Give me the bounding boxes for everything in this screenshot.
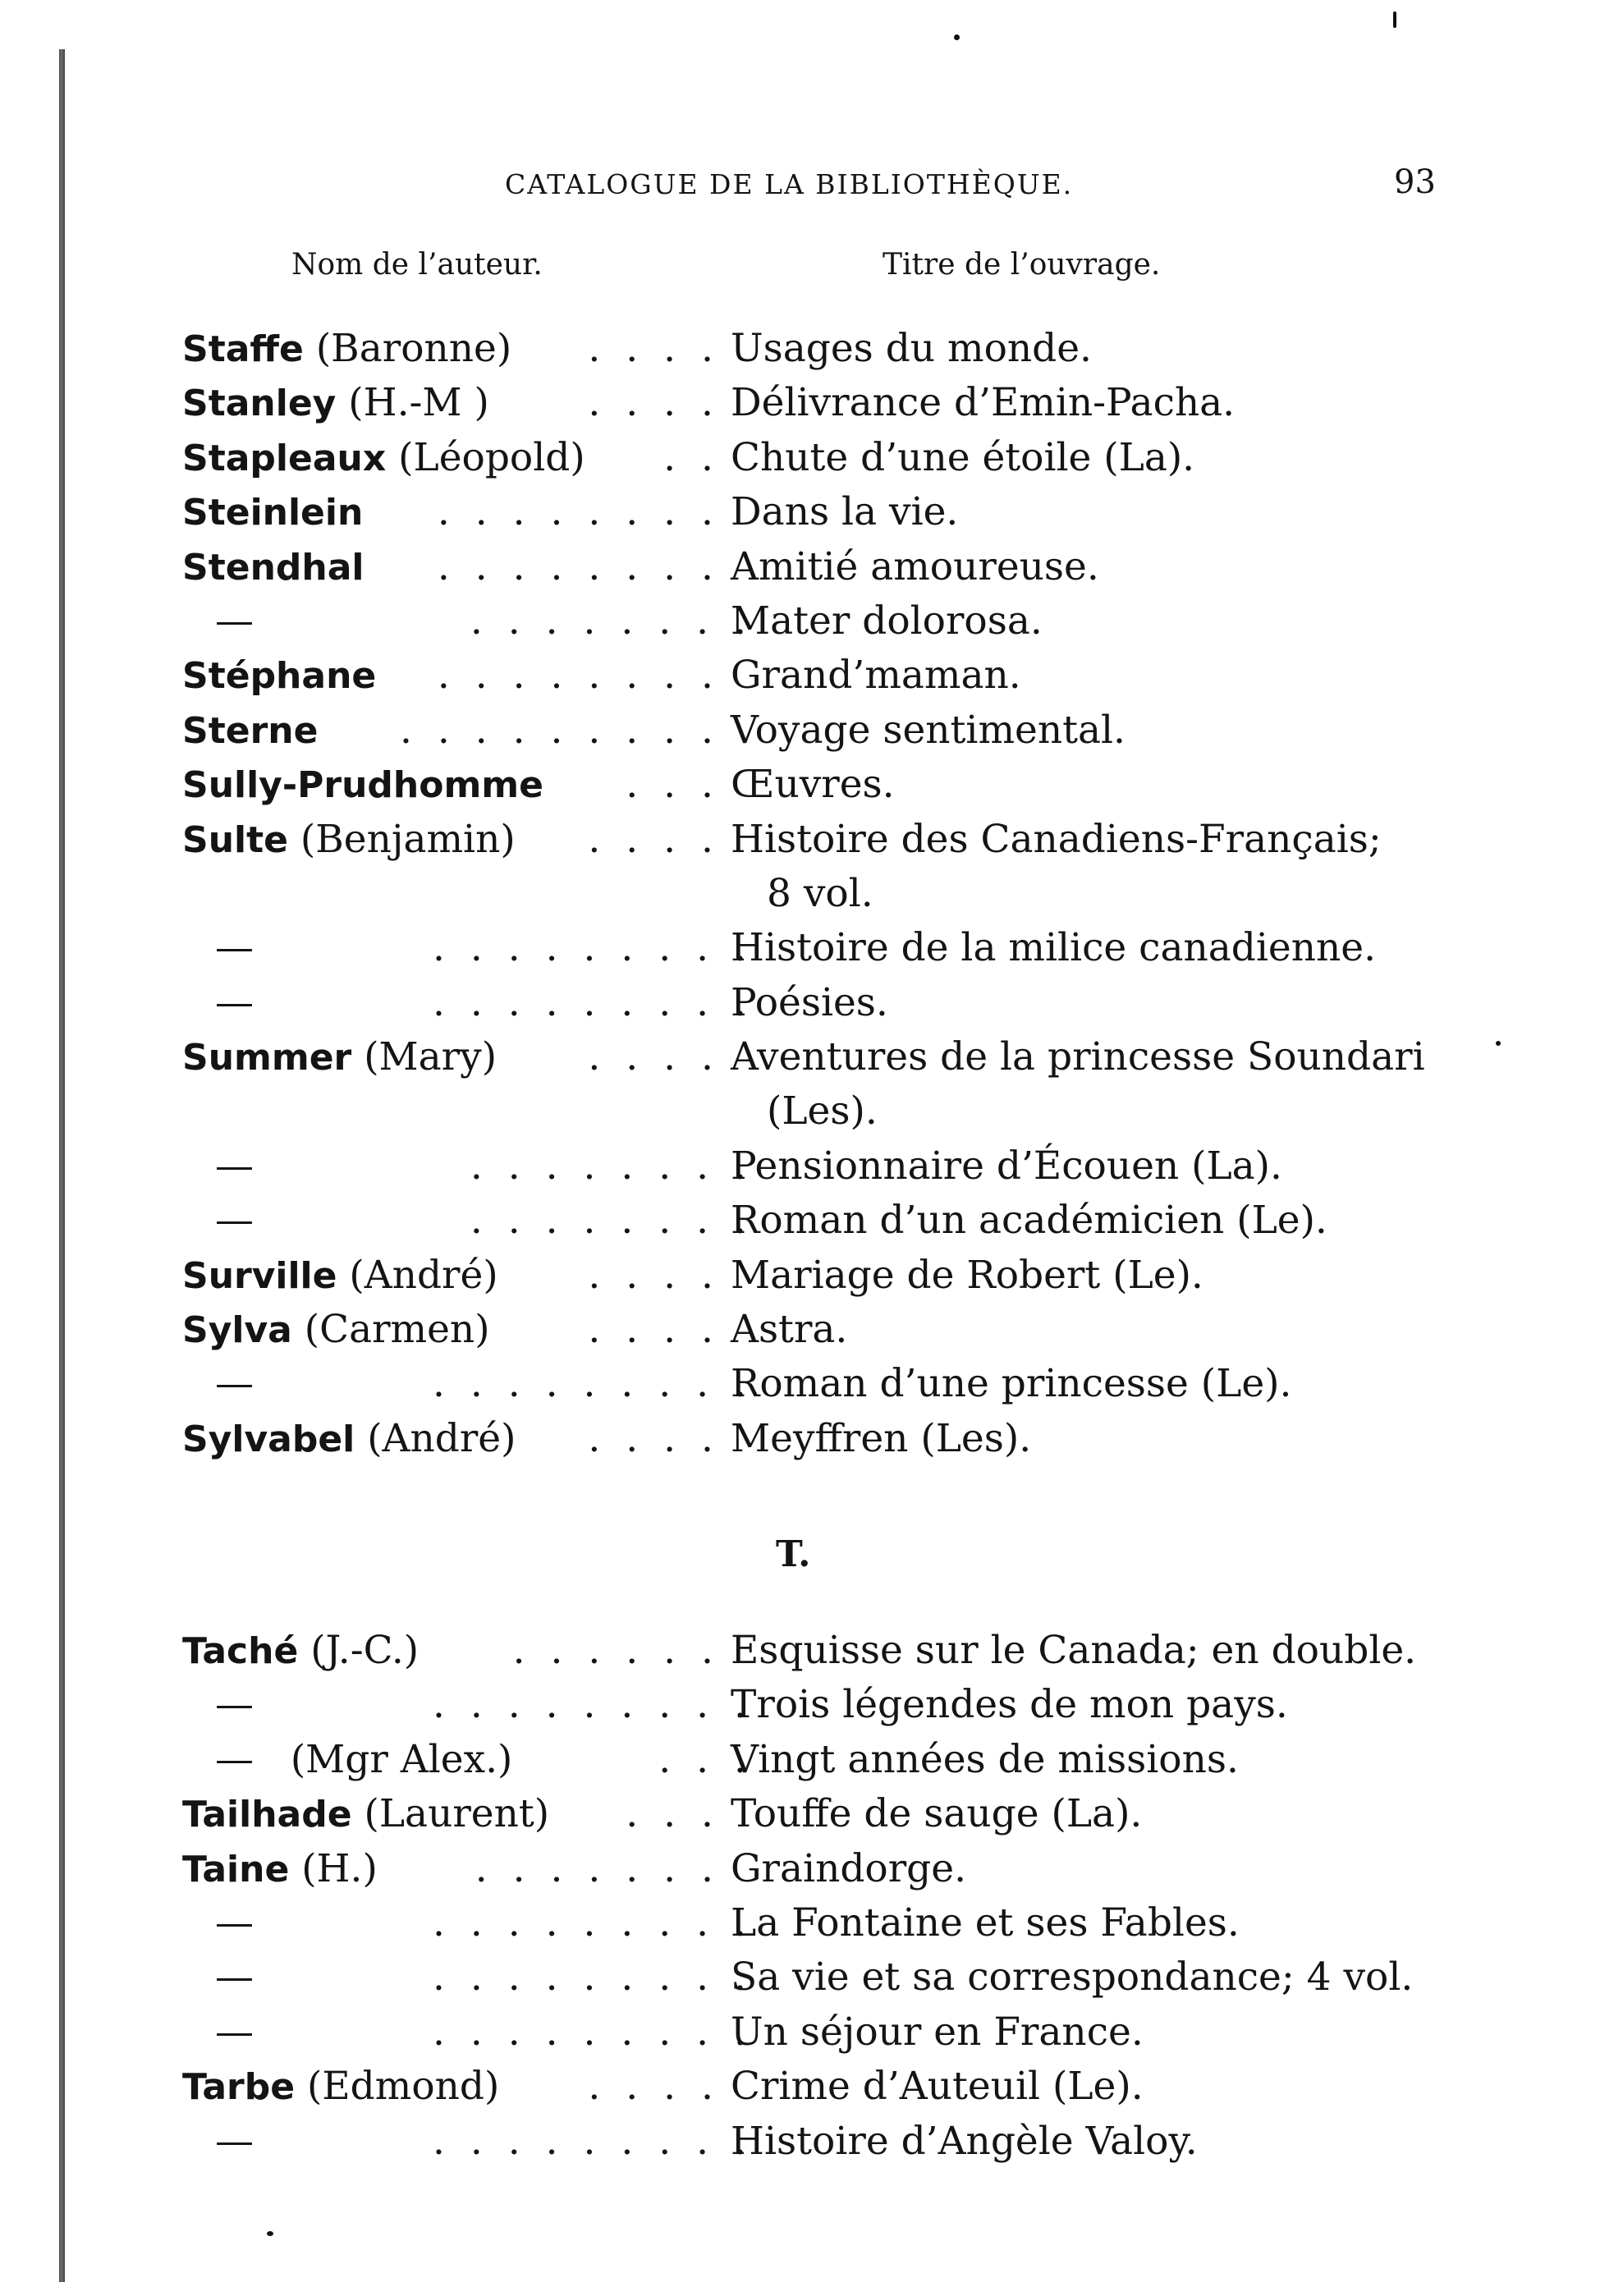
author-cell bbox=[182, 1139, 753, 1194]
leader-dots: . . . . . . . . . bbox=[395, 703, 720, 758]
print-speck bbox=[1496, 1041, 1501, 1046]
author-surname: Stendhal bbox=[182, 546, 364, 589]
author-surname: Stéphane bbox=[182, 655, 377, 698]
print-speck bbox=[267, 2231, 273, 2236]
ditto-dash: — bbox=[215, 1900, 254, 1945]
author-cell bbox=[182, 1194, 753, 1248]
work-title: Trois légendes de mon pays. bbox=[731, 1682, 1288, 1728]
leader-dots: . . . . . . bbox=[508, 1624, 720, 1678]
work-title: Meyffren (Les). bbox=[731, 1415, 1032, 1461]
catalogue-entry bbox=[182, 1412, 1463, 1466]
catalogue-entry bbox=[182, 1842, 1463, 1896]
author-surname: Tailhade bbox=[182, 1794, 352, 1836]
author-cell bbox=[182, 1733, 753, 1787]
catalogue-entry bbox=[182, 1357, 1463, 1411]
leader-dots: . . . . bbox=[583, 1303, 720, 1357]
author-surname: Sylva bbox=[182, 1309, 292, 1352]
title-continuation: 8 vol. bbox=[767, 870, 873, 916]
leader-dots: . . . bbox=[653, 1733, 753, 1787]
work-title: Roman d’une princesse (Le). bbox=[731, 1361, 1292, 1407]
author-surname: Steinlein bbox=[182, 492, 364, 534]
author-given-name: (J.-C.) bbox=[298, 1628, 420, 1673]
leader-dots: . . . . . . . . bbox=[433, 485, 720, 539]
author-cell bbox=[182, 976, 753, 1030]
author-cell bbox=[182, 540, 720, 595]
author-cell bbox=[182, 2115, 753, 2169]
leader-dots: . . . . . . . . bbox=[465, 594, 753, 648]
leader-dots: . . . . . . . . . bbox=[428, 1896, 753, 1950]
catalogue-entry bbox=[182, 1678, 1463, 1732]
leader-dots: . . . . bbox=[583, 322, 720, 376]
leader-dots: . . . . bbox=[583, 2060, 720, 2114]
work-title: Sa vie et sa correspondance; 4 vol. bbox=[731, 1955, 1414, 2000]
work-title: Mater dolorosa. bbox=[731, 598, 1043, 644]
ditto-dash: — bbox=[215, 1143, 254, 1189]
author-cell bbox=[182, 431, 720, 486]
leader-dots: . . . . . . . . . bbox=[428, 2005, 753, 2060]
work-title: Un séjour en France. bbox=[731, 2009, 1144, 2055]
leader-dots: . . . . . . . . bbox=[433, 540, 720, 594]
catalogue-entry bbox=[182, 921, 1463, 975]
author-surname: Taine bbox=[182, 1848, 290, 1890]
catalogue-entry bbox=[182, 376, 1463, 430]
work-title: Mariage de Robert (Le). bbox=[731, 1252, 1203, 1298]
author-surname: Stanley bbox=[182, 383, 337, 425]
leader-dots: . . . . . . . . . bbox=[428, 1950, 753, 2005]
ditto-dash: — bbox=[215, 598, 254, 644]
ditto-dash: — bbox=[215, 2009, 254, 2055]
work-title: Aventures de la princesse Soundari bbox=[731, 1034, 1425, 1080]
author-cell bbox=[182, 1357, 753, 1411]
binding-edge bbox=[59, 49, 65, 2282]
author-surname: Stapleaux bbox=[182, 437, 387, 479]
work-title: Grand’maman. bbox=[731, 653, 1021, 699]
author-cell bbox=[182, 648, 720, 703]
leader-dots: . . . bbox=[621, 1787, 720, 1841]
leader-dots: . . . . . . . . bbox=[433, 648, 720, 703]
leader-dots: . . . bbox=[621, 758, 720, 812]
work-title: Amitié amoureuse. bbox=[731, 543, 1099, 589]
author-cell bbox=[182, 2005, 753, 2060]
author-cell bbox=[182, 1249, 720, 1304]
work-title: Crime d’Auteuil (Le). bbox=[731, 2064, 1144, 2110]
column-headings bbox=[0, 248, 1623, 289]
catalogue-entry bbox=[182, 1733, 1463, 1787]
catalogue-entry bbox=[182, 1194, 1463, 1248]
author-column-heading: Nom de l’auteur. bbox=[291, 248, 543, 282]
work-title: Vingt années de missions. bbox=[731, 1736, 1239, 1782]
leader-dots: . . . . . . . . bbox=[465, 1139, 753, 1194]
author-cell bbox=[182, 376, 720, 431]
work-title: Graindorge. bbox=[731, 1845, 967, 1891]
ditto-dash: — bbox=[215, 1736, 254, 1782]
work-title: Roman d’un académicien (Le). bbox=[731, 1198, 1327, 1244]
work-title: Touffe de sauge (La). bbox=[731, 1791, 1143, 1837]
work-title: Histoire d’Angèle Valoy. bbox=[731, 2118, 1198, 2164]
catalogue-list-s bbox=[182, 322, 1463, 1466]
leader-dots: . . . . . . . . bbox=[465, 1194, 753, 1248]
work-title: Histoire de la milice canadienne. bbox=[731, 925, 1377, 971]
page-header bbox=[0, 163, 1623, 218]
author-surname: Sulte bbox=[182, 818, 288, 861]
catalogue-entry bbox=[182, 2115, 1463, 2169]
catalogue-entry bbox=[182, 1896, 1463, 1950]
author-given-name: (H.-M ) bbox=[336, 380, 489, 426]
author-given-name: (Léopold) bbox=[386, 434, 585, 480]
author-cell bbox=[182, 758, 720, 813]
catalogue-entry bbox=[182, 431, 1463, 485]
leader-dots: . . . . . . . . . bbox=[428, 976, 753, 1030]
author-cell bbox=[182, 594, 753, 648]
catalogue-entry bbox=[182, 2060, 1463, 2114]
author-surname: Sterne bbox=[182, 709, 319, 752]
author-cell bbox=[182, 921, 753, 975]
catalogue-entry bbox=[182, 648, 1463, 703]
work-title: Chute d’une étoile (La). bbox=[731, 434, 1195, 480]
print-speck bbox=[1393, 11, 1396, 28]
catalogue-entry bbox=[182, 1950, 1463, 2005]
leader-dots: . . . . . . . . . bbox=[428, 2115, 753, 2169]
author-surname: Staffe bbox=[182, 328, 304, 370]
catalogue-list-t bbox=[182, 1624, 1463, 2169]
work-title: Pensionnaire d’Écouen (La). bbox=[731, 1143, 1282, 1189]
author-cell bbox=[182, 1678, 753, 1732]
ditto-dash: — bbox=[215, 2118, 254, 2164]
author-given-name: (Mgr Alex.) bbox=[254, 1736, 513, 1782]
work-title: Dans la vie. bbox=[731, 489, 959, 535]
leader-dots: . . . . bbox=[583, 1412, 720, 1466]
catalogue-entry bbox=[182, 322, 1463, 376]
ditto-dash: — bbox=[215, 1955, 254, 2000]
author-cell bbox=[182, 2060, 720, 2115]
catalogue-entry bbox=[182, 1624, 1463, 1678]
author-cell bbox=[182, 813, 720, 868]
catalogue-entry bbox=[182, 540, 1463, 594]
leader-dots: . . . . . . . . . bbox=[428, 1678, 753, 1732]
work-title: Histoire des Canadiens-Français; bbox=[731, 816, 1382, 862]
author-given-name: (Edmond) bbox=[295, 2064, 500, 2110]
catalogue-entry bbox=[182, 1787, 1463, 1841]
leader-dots: . . . . bbox=[583, 1249, 720, 1303]
author-cell bbox=[182, 1842, 720, 1897]
catalogue-entry bbox=[182, 758, 1463, 812]
work-title: Œuvres. bbox=[731, 762, 895, 808]
author-surname: Sully-Prudhomme bbox=[182, 764, 543, 807]
print-speck bbox=[954, 34, 960, 40]
work-title: Voyage sentimental. bbox=[731, 707, 1126, 753]
catalogue-entry bbox=[182, 485, 1463, 539]
author-surname: Sylvabel bbox=[182, 1418, 355, 1460]
catalogue-entry bbox=[182, 813, 1463, 867]
section-letter: T. bbox=[776, 1533, 811, 1575]
author-cell bbox=[182, 1787, 720, 1842]
author-cell bbox=[182, 1303, 720, 1358]
work-title: Délivrance d’Emin-Pacha. bbox=[731, 380, 1236, 426]
author-cell bbox=[182, 1030, 720, 1085]
catalogue-entry bbox=[182, 1084, 1463, 1139]
author-given-name: (Baronne) bbox=[303, 326, 512, 371]
author-cell bbox=[182, 1896, 753, 1950]
ditto-dash: — bbox=[215, 1198, 254, 1244]
author-surname: Surville bbox=[182, 1254, 337, 1297]
author-surname: Summer bbox=[182, 1037, 352, 1079]
author-cell bbox=[182, 703, 720, 758]
ditto-dash: — bbox=[215, 925, 254, 971]
leader-dots: . . . . . . . bbox=[470, 1842, 720, 1896]
running-title: CATALOGUE DE LA BIBLIOTHÈQUE. bbox=[505, 168, 1074, 200]
author-cell bbox=[182, 322, 720, 377]
author-cell bbox=[182, 485, 720, 540]
author-given-name: (André) bbox=[337, 1252, 498, 1298]
catalogue-entry bbox=[182, 1249, 1463, 1303]
catalogue-entry bbox=[182, 867, 1463, 921]
work-title: Usages du monde. bbox=[731, 326, 1092, 371]
catalogue-entry bbox=[182, 1139, 1463, 1194]
work-title: Poésies. bbox=[731, 979, 888, 1025]
catalogue-entry bbox=[182, 976, 1463, 1030]
work-title: Esquisse sur le Canada; en double. bbox=[731, 1628, 1417, 1673]
author-given-name: (André) bbox=[355, 1415, 516, 1461]
author-cell bbox=[182, 1624, 720, 1679]
author-cell bbox=[182, 1950, 753, 2005]
ditto-dash: — bbox=[215, 1682, 254, 1728]
catalogue-entry bbox=[182, 1030, 1463, 1084]
catalogue-entry bbox=[182, 594, 1463, 648]
author-given-name: (Benjamin) bbox=[287, 816, 516, 862]
catalogue-entry bbox=[182, 703, 1463, 758]
leader-dots: . . . . . . . . . bbox=[428, 921, 753, 975]
title-column-heading: Titre de l’ouvrage. bbox=[883, 248, 1161, 282]
ditto-dash: — bbox=[215, 1361, 254, 1407]
author-given-name: (Carmen) bbox=[291, 1307, 490, 1353]
author-cell bbox=[182, 1412, 720, 1467]
author-given-name: (H.) bbox=[289, 1845, 378, 1891]
work-title: La Fontaine et ses Fables. bbox=[731, 1900, 1240, 1945]
page-number: 93 bbox=[1394, 163, 1436, 201]
author-surname: Tarbe bbox=[182, 2066, 296, 2109]
author-given-name: (Laurent) bbox=[351, 1791, 550, 1837]
catalogue-entry bbox=[182, 2005, 1463, 2060]
author-given-name: (Mary) bbox=[351, 1034, 497, 1080]
leader-dots: . . . . . . . . . bbox=[428, 1357, 753, 1411]
leader-dots: . . . . bbox=[583, 813, 720, 867]
work-title: Astra. bbox=[731, 1307, 848, 1353]
ditto-dash: — bbox=[215, 979, 254, 1025]
title-continuation: (Les). bbox=[767, 1088, 878, 1134]
leader-dots: . . bbox=[658, 431, 720, 485]
author-surname: Taché bbox=[182, 1630, 299, 1672]
leader-dots: . . . . bbox=[583, 1030, 720, 1084]
catalogue-entry bbox=[182, 1303, 1463, 1357]
leader-dots: . . . . bbox=[583, 376, 720, 430]
